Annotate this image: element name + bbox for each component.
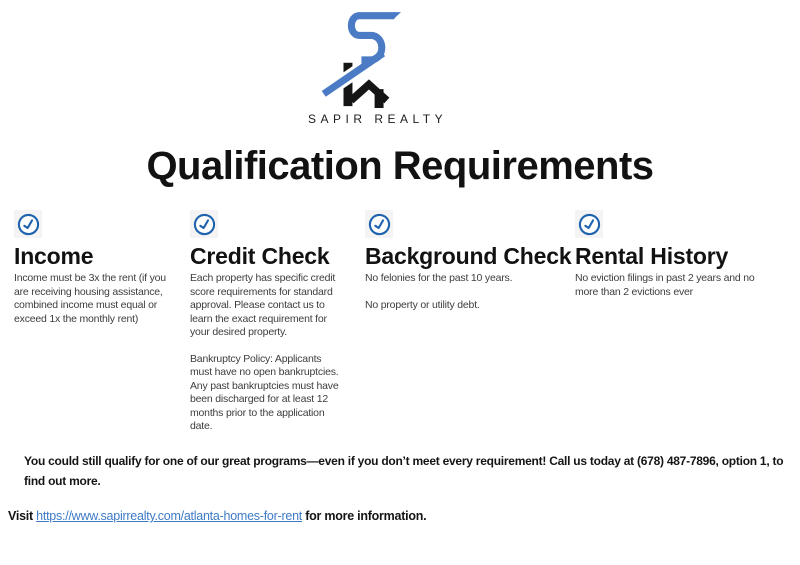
requirement-text: Income must be 3x the rent (if you are receiving housing assistance, combined income must equal or exceed 1x the monthly rent) — [14, 272, 166, 325]
check-circle-icon — [365, 210, 393, 238]
website-link[interactable]: https://www.sapirrealty.com/atlanta-homes-for-rent — [36, 509, 302, 523]
requirement-background-check — [365, 210, 575, 447]
promo-text: You could still qualify for one of our great programs—even if you don’t meet every requirement! Call us today at (678) 487-7896, option 1, to find out more. — [24, 454, 784, 488]
requirement-credit-check — [190, 210, 365, 447]
requirement-rental-history — [575, 210, 786, 447]
check-circle-icon — [14, 210, 42, 238]
check-circle-icon — [575, 210, 603, 238]
requirement-text: No felonies for the past 10 years. — [365, 272, 513, 284]
requirement-heading: Income — [14, 243, 94, 269]
requirement-heading: Background Check — [365, 243, 572, 269]
requirement-text: No eviction filings in past 2 years and no more than 2 evictions ever — [575, 272, 755, 298]
requirement-text: No property or utility debt. — [365, 298, 480, 311]
sapir-realty-logo-icon — [320, 10, 416, 108]
visit-line — [8, 509, 792, 523]
requirement-income — [14, 210, 190, 447]
requirement-heading: Rental History — [575, 243, 729, 269]
brand-logo — [308, 10, 448, 126]
visit-prefix: Visit — [8, 509, 37, 523]
check-circle-icon — [190, 210, 218, 238]
visit-suffix: for more information. — [302, 509, 427, 523]
requirement-text: Each property has specific credit score requirements for standard approval. Please contact us to learn the exact requirement for your desired property. — [190, 272, 336, 338]
requirements-grid — [14, 210, 800, 447]
brand-name: SAPIR REALTY — [308, 112, 448, 126]
requirement-heading: Credit Check — [190, 243, 330, 269]
requirement-text: Bankruptcy Policy: Applicants must have no open bankruptcies. Any past bankruptcies must have been discharged for at least 12 months prior to the application date. — [190, 352, 339, 432]
page-title: Qualification Requirements — [146, 144, 654, 188]
